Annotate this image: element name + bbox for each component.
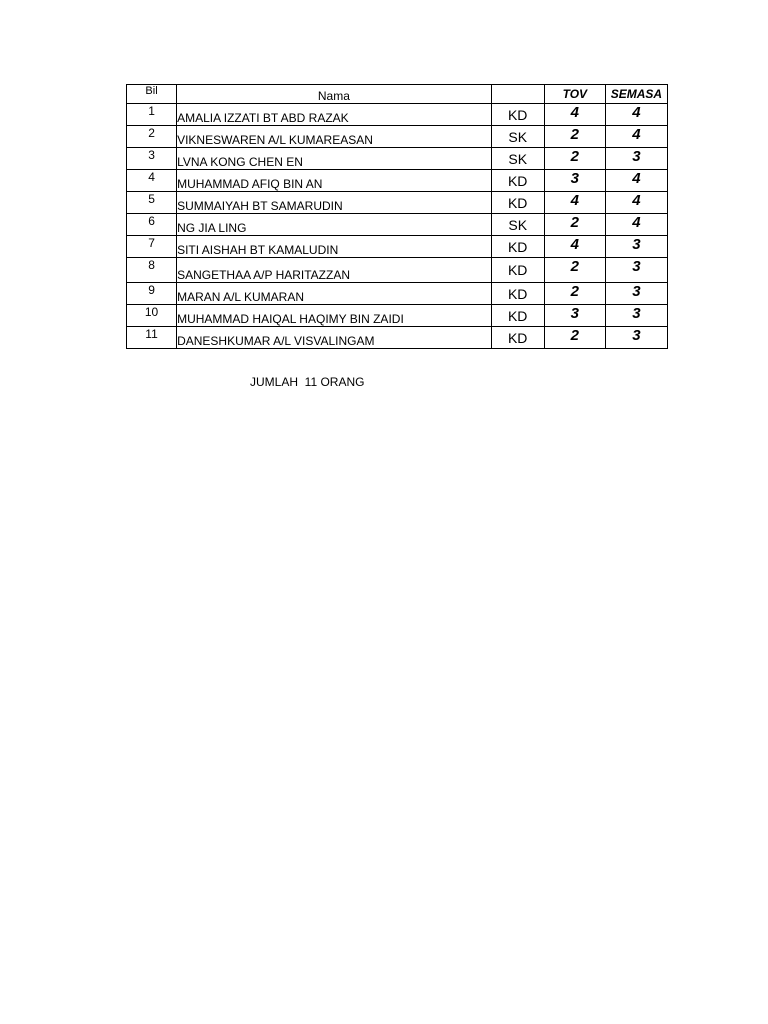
table-row [127, 148, 668, 170]
category-code: KD [491, 170, 544, 192]
tov-score: 2 [544, 283, 605, 305]
tov-score: 2 [544, 327, 605, 349]
student-name: SITI AISHAH BT KAMALUDIN [177, 236, 492, 258]
table-row [127, 305, 668, 327]
tov-score: 4 [544, 104, 605, 126]
semasa-score: 3 [605, 283, 667, 305]
tov-score: 3 [544, 170, 605, 192]
row-number: 2 [127, 126, 177, 148]
category-code: SK [491, 126, 544, 148]
tov-score: 4 [544, 236, 605, 258]
semasa-score: 4 [605, 126, 667, 148]
student-name: MARAN A/L KUMARAN [177, 283, 492, 305]
row-number: 11 [127, 327, 177, 349]
semasa-score: 3 [605, 258, 667, 283]
student-score-table [126, 84, 668, 349]
table-row [127, 283, 668, 305]
student-name: MUHAMMAD AFIQ BIN AN [177, 170, 492, 192]
student-name: AMALIA IZZATI BT ABD RAZAK [177, 104, 492, 126]
row-number: 5 [127, 192, 177, 214]
category-code: KD [491, 104, 544, 126]
semasa-score: 4 [605, 192, 667, 214]
table-row [127, 192, 668, 214]
student-name: MUHAMMAD HAIQAL HAQIMY BIN ZAIDI [177, 305, 492, 327]
tov-score: 4 [544, 192, 605, 214]
header-semasa: SEMASA [605, 85, 667, 104]
row-number: 8 [127, 258, 177, 283]
semasa-score: 4 [605, 214, 667, 236]
row-number: 6 [127, 214, 177, 236]
tov-score: 2 [544, 258, 605, 283]
row-number: 10 [127, 305, 177, 327]
table-row [127, 126, 668, 148]
table-row [127, 327, 668, 349]
row-number: 1 [127, 104, 177, 126]
category-code: SK [491, 148, 544, 170]
header-bil: Bil [127, 85, 177, 104]
table-row [127, 214, 668, 236]
category-code: KD [491, 327, 544, 349]
row-number: 7 [127, 236, 177, 258]
semasa-score: 4 [605, 104, 667, 126]
student-name: VIKNESWAREN A/L KUMAREASAN [177, 126, 492, 148]
header-tov: TOV [544, 85, 605, 104]
row-number: 4 [127, 170, 177, 192]
student-name: DANESHKUMAR A/L VISVALINGAM [177, 327, 492, 349]
semasa-score: 3 [605, 327, 667, 349]
category-code: SK [491, 214, 544, 236]
tov-score: 2 [544, 126, 605, 148]
row-number: 3 [127, 148, 177, 170]
student-name: SUMMAIYAH BT SAMARUDIN [177, 192, 492, 214]
category-code: KD [491, 236, 544, 258]
category-code: KD [491, 305, 544, 327]
category-code: KD [491, 192, 544, 214]
table-row [127, 236, 668, 258]
table-row [127, 170, 668, 192]
table-row [127, 104, 668, 126]
student-name: NG JIA LING [177, 214, 492, 236]
tov-score: 3 [544, 305, 605, 327]
semasa-score: 3 [605, 236, 667, 258]
total-count-label: JUMLAH 11 ORANG [250, 375, 365, 389]
header-nama: Nama [177, 85, 492, 104]
row-number: 9 [127, 283, 177, 305]
table-body [127, 104, 668, 349]
table-row [127, 258, 668, 283]
semasa-score: 4 [605, 170, 667, 192]
category-code: KD [491, 258, 544, 283]
category-code: KD [491, 283, 544, 305]
student-name: LVNA KONG CHEN EN [177, 148, 492, 170]
student-name: SANGETHAA A/P HARITAZZAN [177, 258, 492, 283]
semasa-score: 3 [605, 148, 667, 170]
tov-score: 2 [544, 148, 605, 170]
table-header-row [127, 85, 668, 104]
semasa-score: 3 [605, 305, 667, 327]
header-category [491, 85, 544, 104]
tov-score: 2 [544, 214, 605, 236]
